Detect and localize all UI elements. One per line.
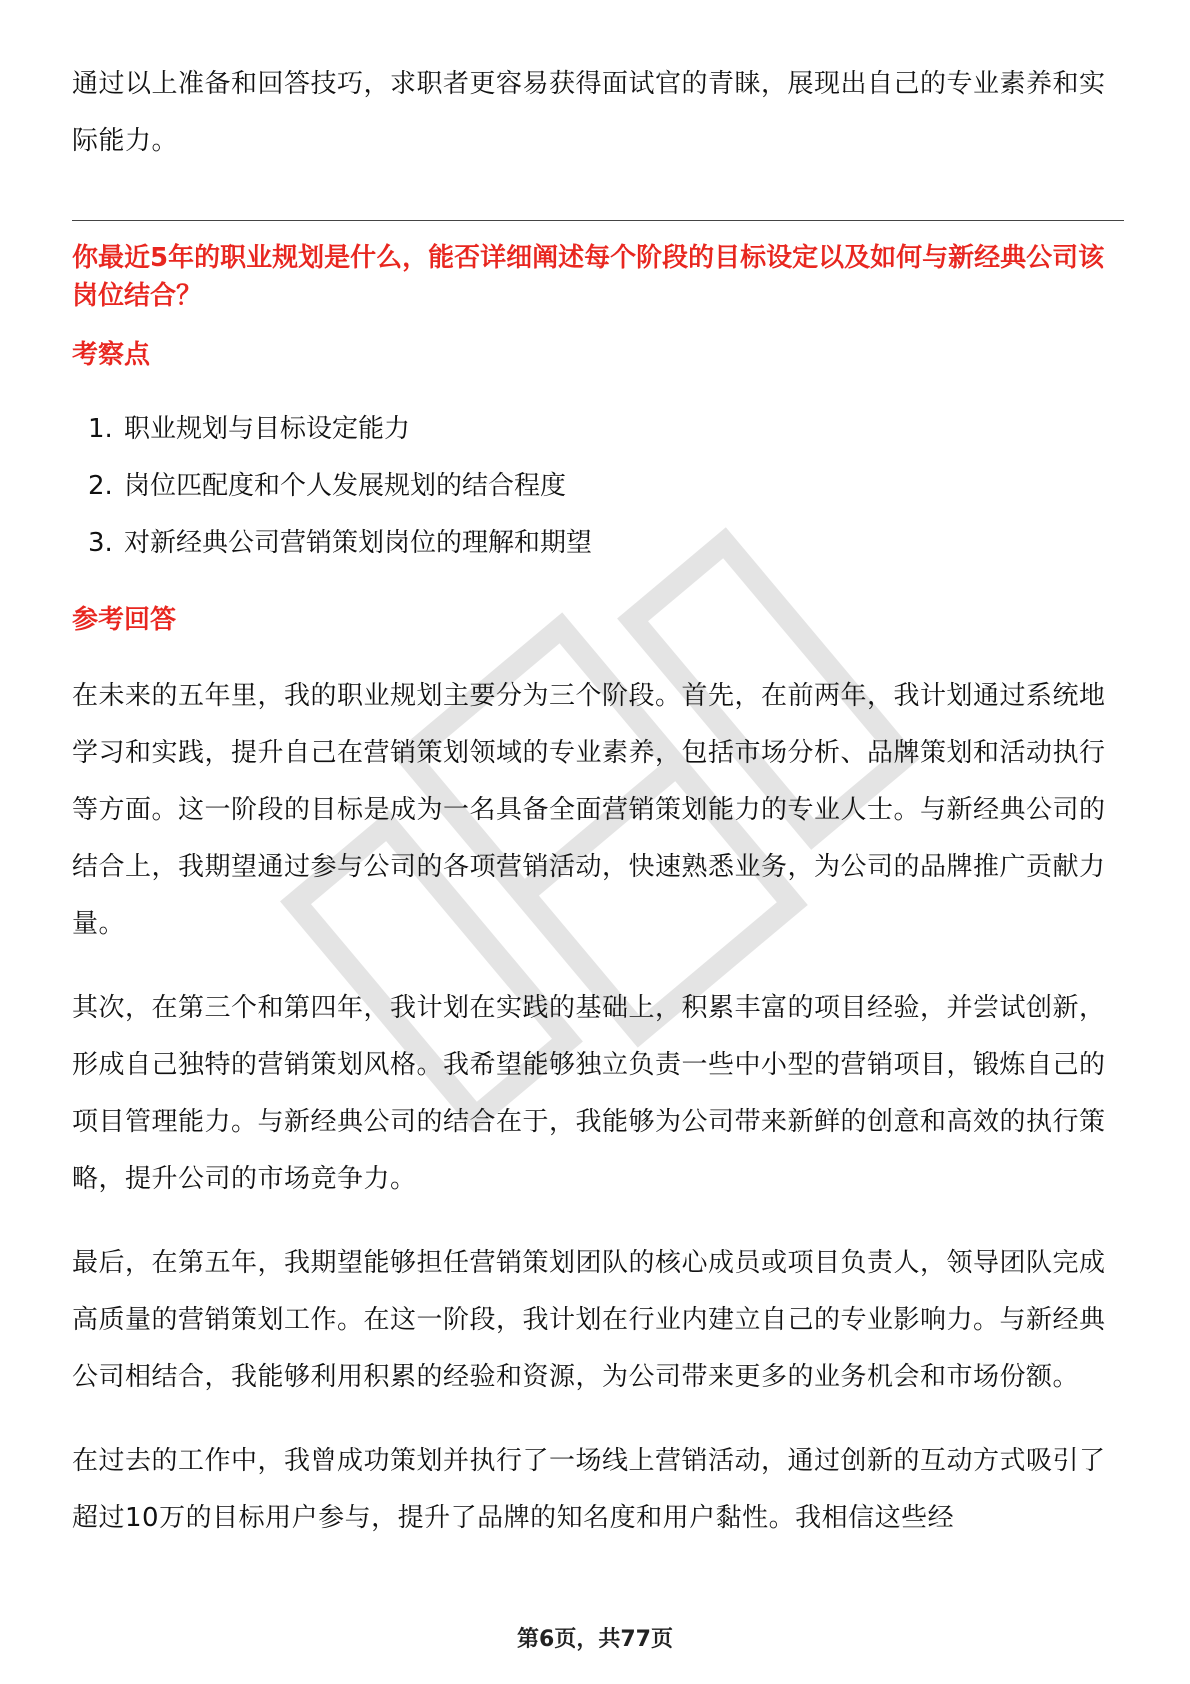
list-item-text: 职业规划与目标设定能力 xyxy=(124,414,411,444)
main-content xyxy=(72,56,1124,1547)
list-item xyxy=(72,458,1124,515)
list-item-number: 3. xyxy=(88,528,113,558)
answer-heading: 参考回答 xyxy=(72,605,177,635)
list-item-number: 2. xyxy=(88,471,113,501)
list-item xyxy=(72,515,1124,572)
list-item-text: 岗位匹配度和个人发展规划的结合程度 xyxy=(124,471,567,501)
answer-paragraph: 在过去的工作中，我曾成功策划并执行了一场线上营销活动，通过创新的互动方式吸引了超过10万的目标用户参与，提升了品牌的知名度和用户黏性。我相信这些经 xyxy=(72,1446,1106,1533)
key-points-list xyxy=(72,401,1124,572)
list-item xyxy=(72,401,1124,458)
intro-paragraph: 通过以上准备和回答技巧，求职者更容易获得面试官的青睐，展现出自己的专业素养和实际能力。 xyxy=(72,69,1106,156)
answer-paragraph: 其次，在第三个和第四年，我计划在实践的基础上，积累丰富的项目经验，并尝试创新，形成自己独特的营销策划风格。我希望能够独立负责一些中小型的营销项目，锻炼自己的项目管理能力。与新经典公司的结合在于，我能够为公司带来新鲜的创意和高效的执行策略，提升公司的市场竞争力。 xyxy=(72,993,1106,1194)
answer-paragraph: 最后，在第五年，我期望能够担任营销策划团队的核心成员或项目负责人，领导团队完成高质量的营销策划工作。在这一阶段，我计划在行业内建立自己的专业影响力。与新经典公司相结合，我能够利用积累的经验和资源，为公司带来更多的业务机会和市场份额。 xyxy=(72,1248,1106,1392)
page-number: 第6页，共77页 xyxy=(517,1627,673,1652)
section-divider xyxy=(72,220,1124,221)
key-points-heading: 考察点 xyxy=(72,340,151,370)
answer-paragraph: 在未来的五年里，我的职业规划主要分为三个阶段。首先，在前两年，我计划通过系统地学习和实践，提升自己在营销策划领域的专业素养，包括市场分析、品牌策划和活动执行等方面。这一阶段的目标是成为一名具备全面营销策划能力的专业人士。与新经典公司的结合上，我期望通过参与公司的各项营销活动，快速熟悉业务，为公司的品牌推广贡献力量。 xyxy=(72,681,1106,939)
list-item-number: 1. xyxy=(88,414,113,444)
list-item-text: 对新经典公司营销策划岗位的理解和期望 xyxy=(124,528,593,558)
question-heading: 你最近5年的职业规划是什么，能否详细阐述每个阶段的目标设定以及如何与新经典公司该岗位结合？ xyxy=(72,243,1105,311)
